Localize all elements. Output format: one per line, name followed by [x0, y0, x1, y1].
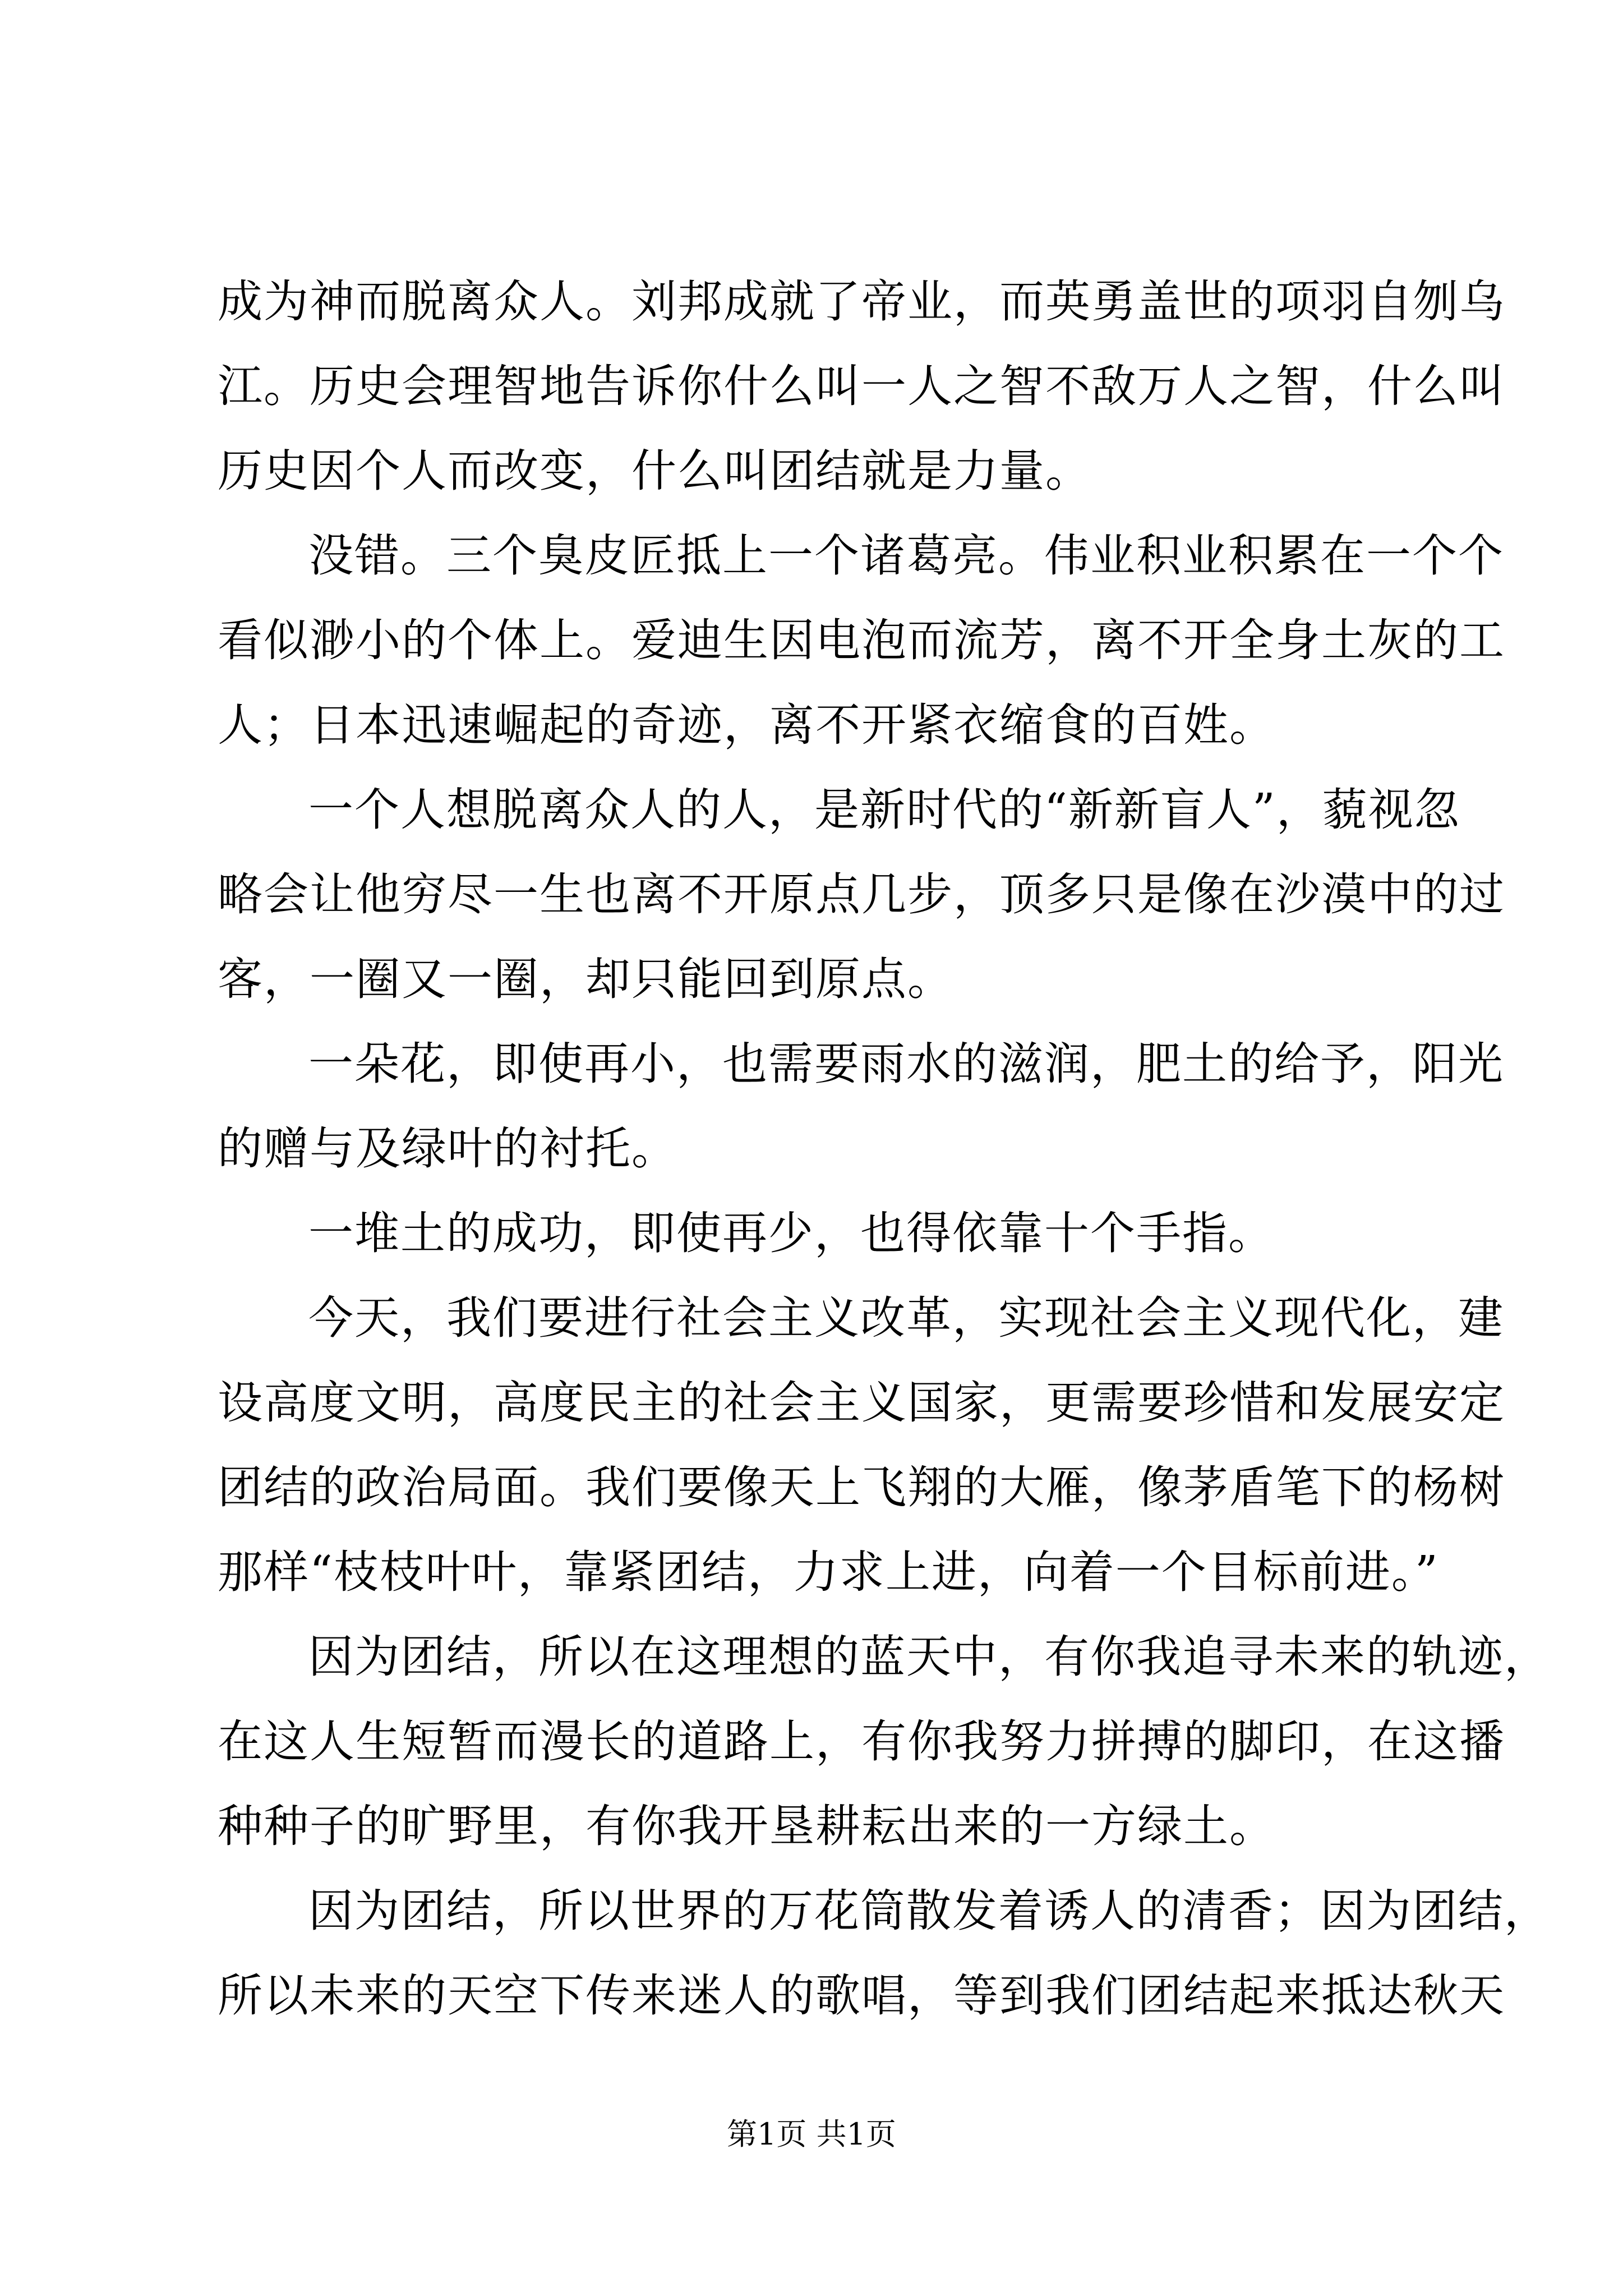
text-line-18: 在这人生短暂而漫长的道路上，有你我努力拼搏的脚印，在这播 — [218, 1715, 1505, 1768]
text-line-9: 客，一圈又一圈，却只能回到原点。 — [218, 953, 953, 1005]
text-line-2: 江。历史会理智地告诉你什么叫一人之智不敌万人之智，什么叫 — [218, 360, 1505, 412]
text-line-5: 看似渺小的个体上。爱迪生因电泡而流芳，离不开全身土灰的工 — [218, 614, 1505, 666]
text-line-12: 一堆土的成功，即使再少，也得依靠十个手指。 — [308, 1207, 1274, 1259]
text-line-1: 成为神而脱离众人。刘邦成就了帝业，而英勇盖世的项羽自刎乌 — [218, 275, 1505, 328]
text-line-20: 因为团结，所以世界的万花筒散发着诱人的清香；因为团结， — [308, 1885, 1550, 1937]
body-text — [218, 259, 1550, 2038]
text-line-7: 一个人想脱离众人的人，是新时代的“新新盲人”，藐视忽 — [308, 784, 1460, 836]
text-line-17: 因为团结，所以在这理想的蓝天中，有你我追寻未来的轨迹， — [308, 1631, 1550, 1683]
text-line-4: 没错。三个臭皮匠抵上一个诸葛亮。伟业积业积累在一个个 — [308, 530, 1504, 582]
text-line-11: 的赠与及绿叶的衬托。 — [218, 1122, 677, 1175]
text-line-8: 略会让他穷尽一生也离不开原点几步，顶多只是像在沙漠中的过 — [218, 868, 1505, 921]
page-footer: 第1页 共1页 — [727, 2116, 896, 2152]
text-line-6: 人；日本迅速崛起的奇迹，离不开紧衣缩食的百姓。 — [218, 699, 1275, 751]
text-line-3: 历史因个人而改变，什么叫团结就是力量。 — [218, 445, 1091, 497]
text-line-21: 所以未来的天空下传来迷人的歌唱，等到我们团结起来抵达秋天 — [218, 1970, 1505, 2022]
text-line-14: 设高度文明，高度民主的社会主义国家，更需要珍惜和发展安定 — [218, 1377, 1505, 1429]
text-line-19: 种种子的旷野里，有你我开垦耕耘出来的一方绿土。 — [218, 1800, 1275, 1852]
text-line-13: 今天，我们要进行社会主义改革，实现社会主义现代化，建 — [308, 1292, 1504, 1344]
text-line-10: 一朵花，即使再小，也需要雨水的滋润，肥土的给予，阳光 — [308, 1038, 1504, 1090]
text-line-16: 那样“枝枝叶叶，靠紧团结，力求上进，向着一个目标前进。” — [218, 1546, 1439, 1598]
text-line-15: 团结的政治局面。我们要像天上飞翔的大雁，像茅盾笔下的杨树 — [218, 1461, 1505, 1513]
